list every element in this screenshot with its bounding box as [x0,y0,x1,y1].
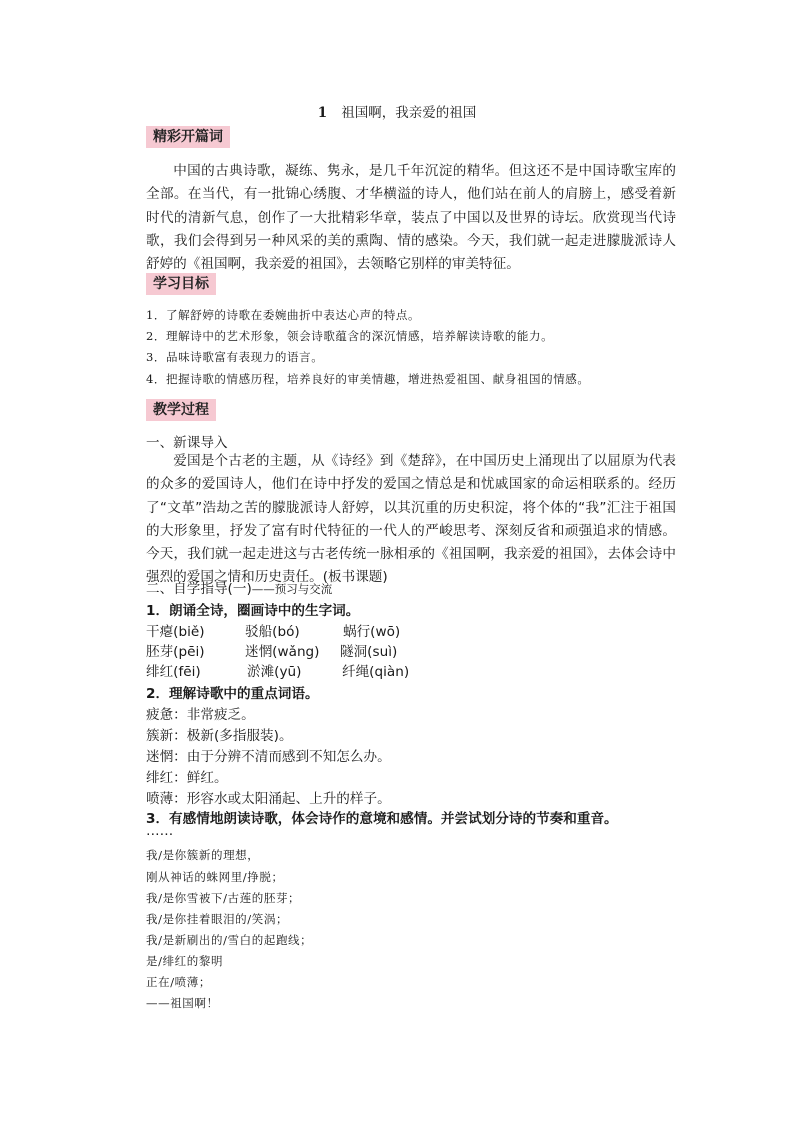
vocab-item: 绯红(fēi) [146,664,201,680]
poem-line: 刚从神话的蛛网里/挣脱； [146,870,284,884]
poem-line: 我/是你挂着眼泪的/笑涡； [146,912,289,926]
part2-heading-hint: ——预习与交流 [251,582,333,596]
vocab-item: 隧洞(suì) [340,644,398,660]
poem-line: 我/是你雪被下/古莲的胚芽； [146,891,301,905]
vocab-item: 蜗行(wō) [343,624,401,640]
goals-section-badge: 学习目标 [146,273,216,295]
definition-item: 喷薄：形容水或太阳涌起、上升的样子。 [146,791,391,807]
goal-item: 4．把握诗歌的情感历程，培养良好的审美情趣，增进热爱祖国、献身祖国的情感。 [146,372,590,386]
part1-heading: 一、新课导入 [146,435,228,451]
process-section-badge: 教学过程 [146,399,216,421]
vocab-item: 胚芽(pēi) [146,644,205,660]
goal-item: 2．理解诗中的艺术形象，领会诗歌蕴含的深沉情感，培养解读诗歌的能力。 [146,329,554,343]
step3-heading: 3．有感情地朗读诗歌，体会诗作的意境和感情。并尝试划分诗的节奏和重音。 [146,811,618,827]
poem-line: ——祖国啊！ [146,996,219,1010]
vocab-item: 干瘪(biě) [146,624,205,640]
lesson-number: 1 [317,105,328,121]
poem-line: 我/是你簇新的理想， [146,848,260,862]
goal-item: 1．了解舒婷的诗歌在委婉曲折中表达心声的特点。 [146,308,421,322]
part2-heading-text: 二、自学指导(一) [146,581,252,597]
poem-line: 正在/喷薄； [146,975,211,989]
ellipsis: …… [146,823,174,839]
step1-heading: 1．朗诵全诗，圈画诗中的生字词。 [146,603,360,619]
definition-item: 疲惫：非常疲乏。 [146,707,255,723]
poem-line: 我/是新刷出的/雪白的起跑线； [146,933,313,947]
vocab-item: 驳船(bó) [245,624,300,640]
definition-item: 簇新：极新(多指服装)。 [146,728,293,744]
vocab-item: 迷惘(wǎng) [245,644,320,660]
lesson-title-text: 祖国啊，我亲爱的祖国 [341,105,477,121]
step2-heading: 2．理解诗歌中的重点词语。 [146,686,319,702]
part1-paragraph: 爱国是个古老的主题，从《诗经》到《楚辞》，在中国历史上涌现出了以屈原为代表的众多的爱国诗人，他们在诗中抒发的爱国之情总是和忧戚国家的命运相联系的。经历了“文革”浩劫之苦的朦胧派诗人舒婷，以其沉重的历史积淀，将个体的“我”汇注于祖国的大形象里，抒发了富有时代特征的一代人的严峻思考、深刻反省和顽强追求的情感。今天，我们就一起走进这与古老传统一脉相承的《祖国啊，我亲爱的祖国》，去体会诗中强烈的爱国之情和历史责任。(板书课题) [146,453,676,586]
vocab-item: 纤绳(qiàn) [342,664,410,680]
poem-line: 是/绯红的黎明 [146,954,224,968]
intro-section-badge: 精彩开篇词 [146,126,230,148]
vocab-item: 淤滩(yū) [247,664,302,680]
intro-paragraph: 中国的古典诗歌，凝练、隽永，是几千年沉淀的精华。但这还不是中国诗歌宝库的全部。在当代，有一批锦心绣腹、才华横溢的诗人，他们站在前人的肩膀上，感受着新时代的清新气息，创作了一大批精彩华章，装点了中国以及世界的诗坛。欣赏现当代诗歌，我们会得到另一种风采的美的熏陶、情的感染。今天，我们就一起走进朦胧派诗人舒婷的《祖国啊，我亲爱的祖国》，去领略它别样的审美特征。 [146,163,676,273]
lesson-title [0,101,794,121]
definition-item: 迷惘：由于分辨不清而感到不知怎么办。 [146,749,391,765]
part2-heading [146,577,332,597]
definition-item: 绯红：鲜红。 [146,770,228,786]
goal-item: 3．品味诗歌富有表现力的语言。 [146,350,324,364]
